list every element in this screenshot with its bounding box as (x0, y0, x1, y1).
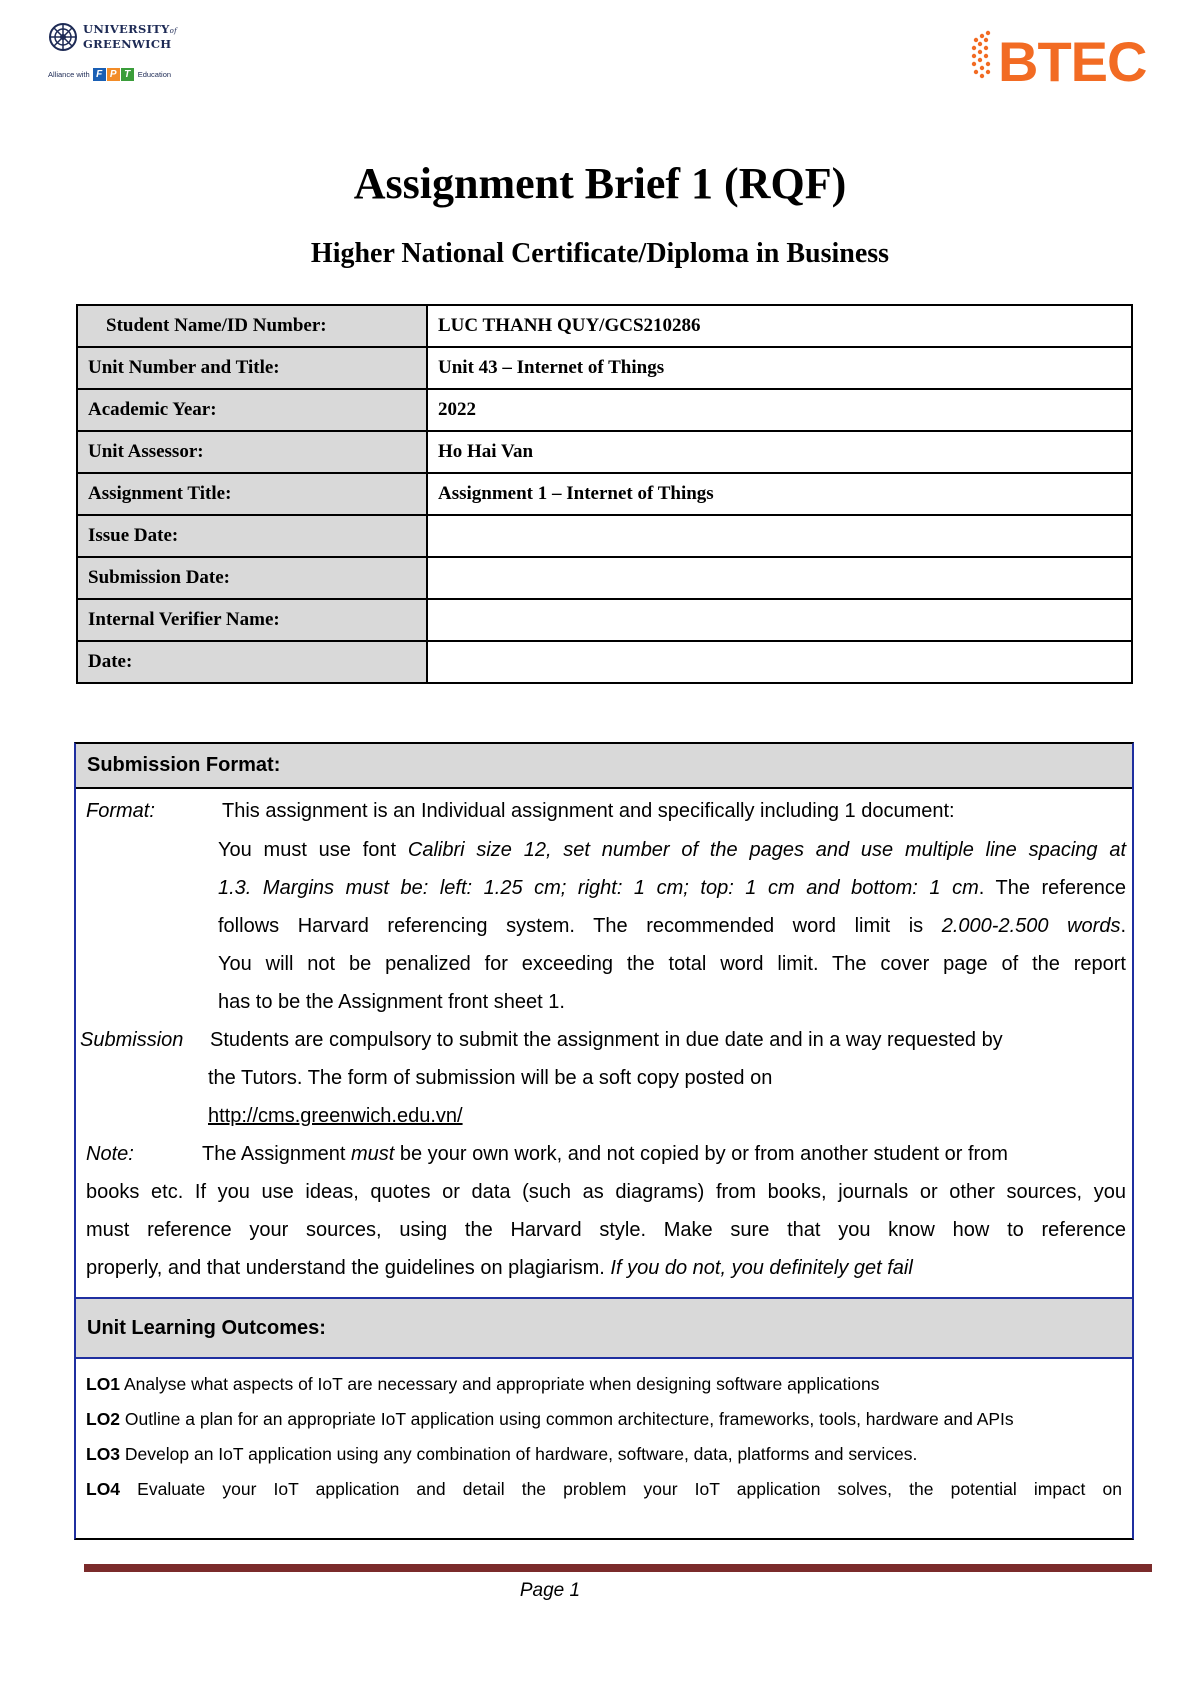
svg-text:BTEC: BTEC (998, 30, 1147, 92)
submission-line-1: Students are compulsory to submit the assignment in due date and in a way requested by (210, 1029, 1003, 1051)
format-label: Format: (86, 800, 155, 822)
page-number: Page 1 (519, 1580, 581, 1601)
table-row (77, 347, 1132, 389)
submission-format-box (74, 742, 1134, 1540)
submission-date-value (427, 557, 1132, 599)
list-item: LO1 Analyse what aspects of IoT are necessary and appropriate when designing software applications (86, 1374, 880, 1394)
submission-date-label: Submission Date: (77, 557, 427, 599)
table-row (77, 557, 1132, 599)
footer-rule (84, 1564, 1152, 1572)
unit-assessor-label: Unit Assessor: (77, 431, 427, 473)
unit-title-label: Unit Number and Title: (77, 347, 427, 389)
format-line-4: follows Harvard referencing system. The recommended word limit is 2.000-2.500 words. (218, 915, 1127, 937)
issue-date-label: Issue Date: (77, 515, 427, 557)
university-of-greenwich-logo (48, 22, 208, 102)
academic-year-value: 2022 (427, 389, 1132, 431)
fpt-logo: F P T (93, 68, 135, 81)
academic-year-label: Academic Year: (77, 389, 427, 431)
fpt-alliance-logo: Alliance with F P T Education (48, 69, 172, 80)
cms-submission-link[interactable]: http://cms.greenwich.edu.vn/ (208, 1105, 463, 1127)
table-row (77, 473, 1132, 515)
list-item: LO4 Evaluate your IoT application and detail the problem your IoT application solves, the potential impact on (86, 1479, 1122, 1499)
list-item: LO2 Outline a plan for an appropriate IoT application using common architecture, frameworks, tools, hardware and APIs (86, 1409, 1014, 1429)
format-line-3: 1.3. Margins must be: left: 1.25 cm; right: 1 cm; top: 1 cm and bottom: 1 cm. The reference (218, 877, 1126, 899)
note-label: Note: (86, 1143, 134, 1165)
learning-outcomes-list (76, 1359, 1132, 1507)
table-row (77, 431, 1132, 473)
table-row (77, 599, 1132, 641)
date-label: Date: (77, 641, 427, 683)
unit-title-value: Unit 43 – Internet of Things (427, 347, 1132, 389)
submission-format-body (76, 789, 1132, 1297)
submission-line-2: the Tutors. The form of submission will be a soft copy posted on (208, 1067, 773, 1089)
format-line-2: You must use font Calibri size 12, set number of the pages and use multiple line spacing at (218, 839, 1127, 861)
assignment-info-table (76, 304, 1133, 684)
issue-date-value (427, 515, 1132, 557)
university-name: UNIVERSITYof GREENWICH (83, 22, 178, 51)
student-name-value: LUC THANH QUY/GCS210286 (427, 305, 1132, 347)
internal-verifier-value (427, 599, 1132, 641)
assignment-title-label: Assignment Title: (77, 473, 427, 515)
list-item: LO3 Develop an IoT application using any combination of hardware, software, data, platforms and services. (86, 1444, 918, 1464)
btec-logo (968, 26, 1178, 92)
learning-outcomes-heading: Unit Learning Outcomes: (76, 1297, 1132, 1359)
document-subtitle: Higher National Certificate/Diploma in Business (310, 238, 890, 269)
note-line-3: must reference your sources, using the Harvard style. Make sure that you know how to reference (86, 1219, 1126, 1241)
format-line-1: This assignment is an Individual assignment and specifically including 1 document: (222, 800, 955, 822)
submission-label: Submission (80, 1029, 184, 1051)
note-line-2: books etc. If you use ideas, quotes or data (such as diagrams) from books, journals or other sources, you (86, 1181, 1126, 1203)
table-row (77, 305, 1132, 347)
date-value (427, 641, 1132, 683)
table-row (77, 641, 1132, 683)
unit-assessor-value: Ho Hai Van (427, 431, 1132, 473)
internal-verifier-label: Internal Verifier Name: (77, 599, 427, 641)
note-line-1: The Assignment must be your own work, and not copied by or from another student or from (202, 1143, 1008, 1165)
assignment-title-value: Assignment 1 – Internet of Things (427, 473, 1132, 515)
document-title: Assignment Brief 1 (RQF) (353, 159, 847, 208)
greenwich-crest-icon (48, 22, 78, 52)
note-line-4: properly, and that understand the guidelines on plagiarism. If you do not, you definitely get fail (86, 1257, 913, 1279)
format-line-5: You will not be penalized for exceeding the total word limit. The cover page of the report (218, 953, 1126, 975)
table-row (77, 389, 1132, 431)
submission-format-heading: Submission Format: (76, 744, 1132, 789)
format-line-6: has to be the Assignment front sheet 1. (218, 991, 565, 1013)
table-row (77, 515, 1132, 557)
student-name-label: Student Name/ID Number: (77, 305, 427, 347)
